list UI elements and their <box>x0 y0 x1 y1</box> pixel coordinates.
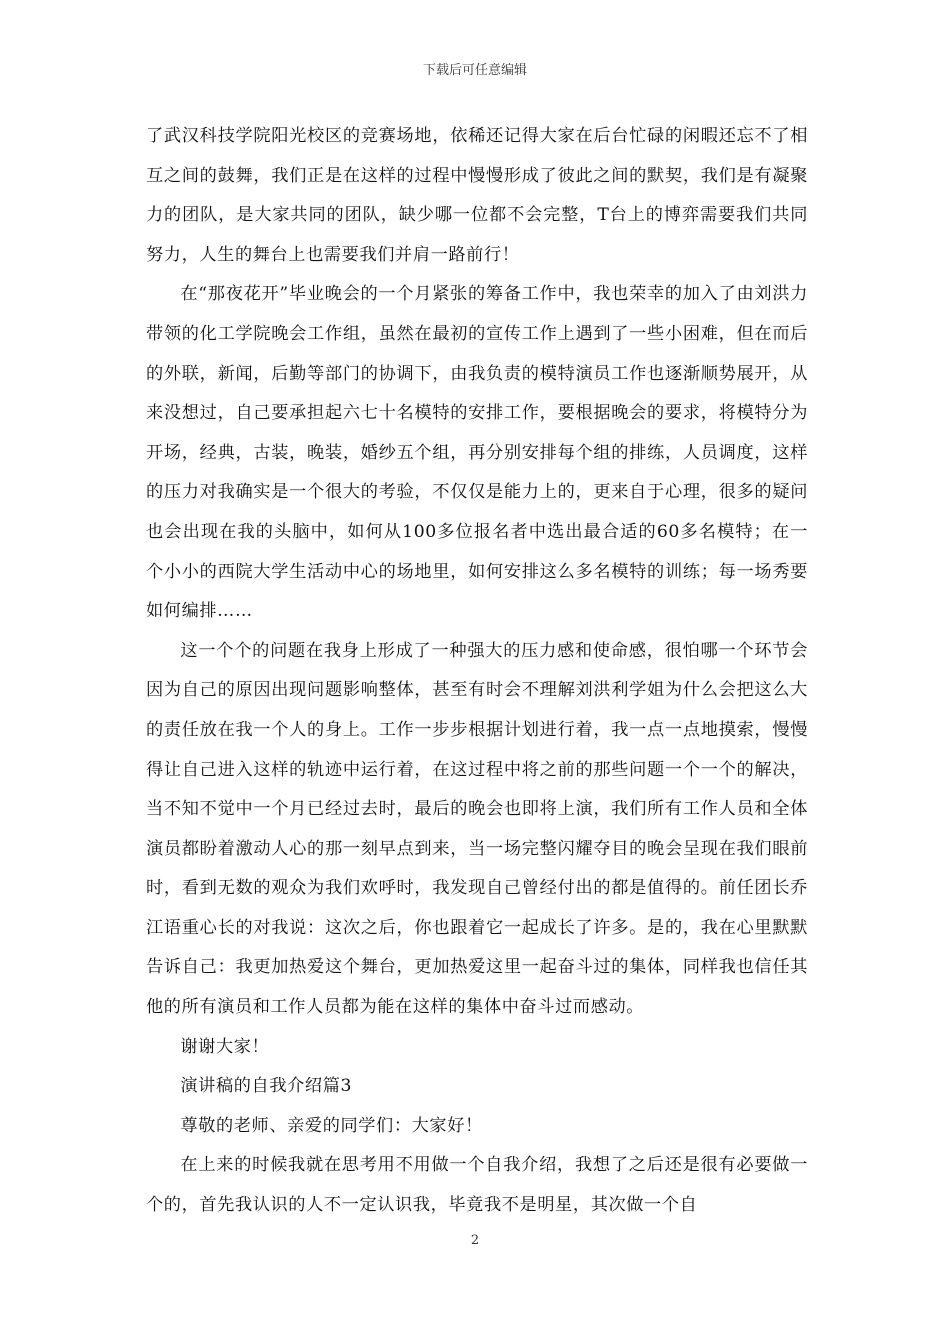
greeting-line: 尊敬的老师、亲爱的同学们：大家好！ <box>180 1115 483 1136</box>
paragraph: 在“那夜花开”毕业晚会的一个月紧张的筹备工作中，我也荣幸的加入了由刘洪力带领的化工学院晚会工作组，虽然在最初的宣传工作上遇到了一些小困难，但在而后的外联，新闻，后勤等部门的协调下，由我负责的模特演员工作也逐渐顺势展开，从来没想过，自己要承担起六七十名模特的安排工作，要根据晚会的要求，将模特分为开场，经典，古装，晚装，婚纱五个组，再分别安排每个组的排练，人员调度，这样的压力对我确实是一个很大的考验，不仅仅是能力上的，更来自于心理，很多的疑问也会出现在我的头脑中，如何从100多位报名者中选出最合适的60多名模特；在一个小小的西院大学生活动中心的场地里，如何安排这么多名模特的训练；每一场秀要如何编排…… <box>146 284 808 622</box>
page-number: 2 <box>470 1233 480 1248</box>
paragraph-continuation: 了武汉科技学院阳光校区的竞赛场地，依稀还记得大家在后台忙碌的闲暇还忘不了相互之间的鼓舞，我们正是在这样的过程中慢慢形成了彼此之间的默契，我们是有凝聚力的团队，是大家共同的团队，缺少哪一位都不会完整，T台上的博弈需要我们共同努力，人生的舞台上也需要我们并肩一路前行！ <box>146 126 808 265</box>
closing-line: 谢谢大家！ <box>180 1036 270 1057</box>
page-header: 下载后可任意编辑 <box>422 63 527 78</box>
section-title: 演讲稿的自我介绍篇3 <box>180 1076 353 1097</box>
paragraph: 这一个个的问题在我身上形成了一种强大的压力感和使命感，很怕哪一个环节会因为自己的原因出现问题影响整体，甚至有时会不理解刘洪利学姐为什么会把这么大的责任放在我一个人的身上。工作一步步根据计划进行着，我一点一点地摸索，慢慢得让自己进入这样的轨迹中运行着，在这过程中将之前的那些问题一个一个的解决，当不知不觉中一个月已经过去时，最后的晚会也即将上演，我们所有工作人员和全体演员都盼着激动人心的那一刻早点到来，当一场完整闪耀夺目的晚会呈现在我们眼前时，看到无数的观众为我们欢呼时，我发现自己曾经付出的都是值得的。前任团长乔江语重心长的对我说：这次之后，你也跟着它一起成长了许多。是的，我在心里默默告诉自己：我更加热爱这个舞台，更加热爱这里一起奋斗过的集体，同样我也信任其他的所有演员和工作人员都为能在这样的集体中奋斗过而感动。 <box>146 640 808 1018</box>
paragraph: 在上来的时候我就在思考用不用做一个自我介绍，我想了之后还是很有必要做一个的，首先我认识的人不一定认识我，毕竟我不是明星，其次做一个自 <box>146 1155 808 1216</box>
document-body <box>146 117 808 1226</box>
